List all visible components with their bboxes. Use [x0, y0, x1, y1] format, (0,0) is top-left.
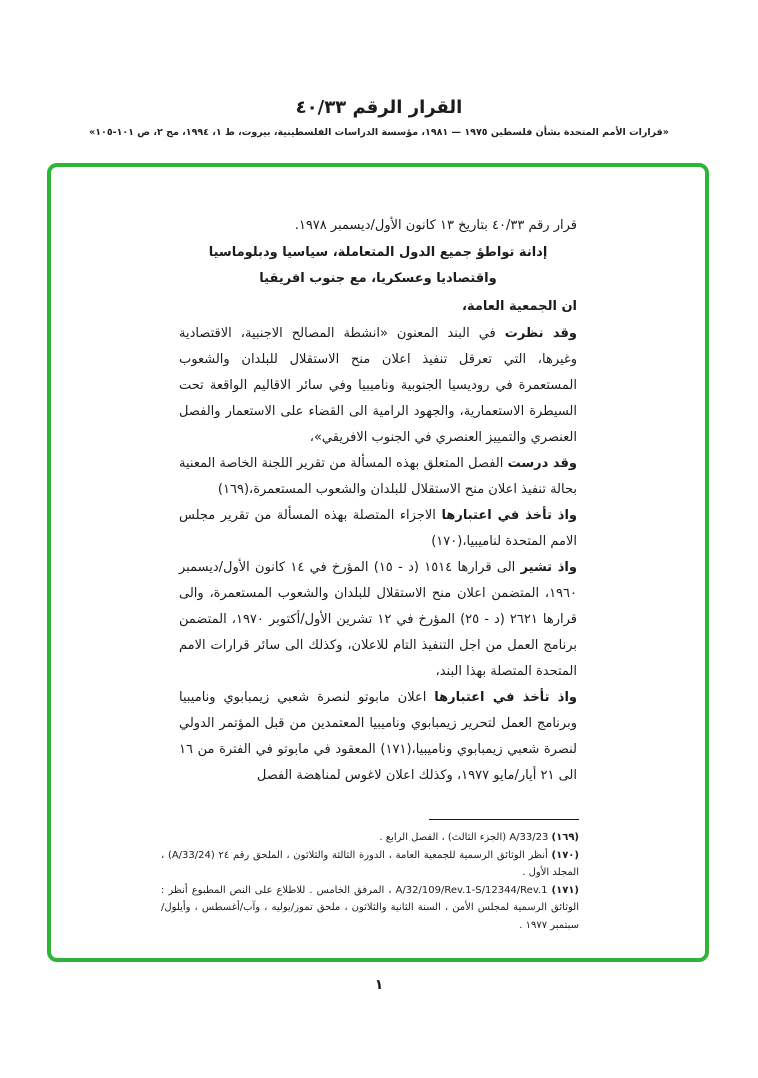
citation-line: «قرارات الأمم المتحدة بشأن فلسطين ١٩٧٥ — ١٩٨١، مؤسسة الدراسات الفلسطينية، بيروت، ط ١، ١٩٩٤، مج ٢، ص ١٠١-١٠٥» — [89, 127, 669, 138]
paragraph-text: الفصل المتعلق بهذه المسألة من تقرير اللجنة الخاصة المعنية بحالة تنفيذ اعلان منح الاستقلال للبلدان والشعوب المستعمرة،(١٦٩) — [179, 456, 577, 497]
footnote-text: A/32/109/Rev.1-S/12344/Rev.1 ، المرفق الخامس . للاطلاع على النص المطبوع أنظر : الوثائق الرسمية لمجلس الأمن ، السنة الثانية والثلاثون ، ملحق تموز/يوليه ، وآب/أغسطس ، وأيلول/سبتمبر ١٩٧٧ . — [161, 884, 579, 931]
paragraph-lead: واذ تشير — [520, 560, 577, 575]
resolution-paragraph — [179, 503, 577, 555]
paragraph-text: اعلان مابوتو لنصرة شعبي زيمبابوي وناميبيا وبرنامج العمل لتحرير زيمبابوي وناميبيا المعتمدين من قبل المؤتمر الدولي لنصرة شعبي زيمبابوي وناميبيا،(١٧١) المعقود في مابوتو في الفترة من ١٦ الى ٢١ أيار/مايو ١٩٧٧، وكذلك اعلان لاغوس لمناهضة الفصل — [179, 690, 578, 783]
page-header — [0, 97, 758, 138]
paragraph-text: في البند المعنون «انشطة المصالح الاجنبية، الاقتصادية وغيرها، التي تعرقل تنفيذ اعلان منح الاستقلال للبلدان والشعوب المستعمرة في روديسيا الجنوبية وناميبيا وفي سائر الاقاليم الواقعة تحت السيطرة الاستعمارية، والجهود الرامية الى القضاء على الاستعمار والفصل العنصري والتمييز العنصري في الجنوب الافريقي»، — [179, 326, 577, 445]
footnote-separator — [429, 819, 579, 820]
resolution-paragraph — [179, 451, 577, 503]
paragraph-lead: وقد نظرت — [504, 326, 577, 341]
resolution-paragraph — [179, 321, 577, 451]
paragraph-text: الاجزاء المتصلة بهذه المسألة من تقرير مجلس الامم المتحدة لناميبيا،(١٧٠) — [179, 508, 577, 549]
footnotes-section — [161, 819, 579, 934]
paragraph-lead: وقد درست — [507, 456, 577, 471]
footnote — [161, 829, 579, 847]
resolution-paragraph — [179, 685, 577, 789]
footnote-number: (١٦٩) — [551, 832, 579, 843]
resolution-opening: ان الجمعية العامة، — [462, 299, 577, 314]
resolution-paragraph — [179, 555, 577, 685]
footnote-text: A/33/23 (الجزء الثالث) ، الفصل الرابع . — [379, 832, 549, 843]
subject-line-2: واقتصاديا وعسكريا، مع جنوب افريقيا — [259, 271, 497, 286]
paragraph-text: الى قرارها ١٥١٤ (د - ١٥) المؤرخ في ١٤ كانون الأول/ديسمبر ١٩٦٠، المتضمن اعلان منح الاستقلال للبلدان والشعوب المستعمرة، والى قرارها ٢٦٢١ (د - ٢٥) المؤرخ في ١٢ تشرين الأول/أكتوبر ١٩٧٠، المتضمن برنامج العمل من اجل التنفيذ التام للاعلان، وكذلك الى سائر قرارات الامم المتحدة المتصلة بهذا البند، — [179, 560, 577, 679]
resolution-heading: قرار رقم ٤٠/٣٣ بتاريخ ١٣ كانون الأول/ديسمبر ١٩٧٨. — [294, 218, 577, 233]
footnote-text: أنظر الوثائق الرسمية للجمعية العامة ، الدورة الثالثة والثلاثون ، الملحق رقم ٢٤ (A/33/24) ، المجلد الأول . — [161, 849, 579, 878]
resolution-subject — [179, 240, 577, 292]
paragraph-lead: واذ تأخذ في اعتبارها — [441, 508, 578, 523]
page-number: ١ — [374, 977, 384, 993]
paragraph-lead: واذ تأخذ في اعتبارها — [434, 690, 577, 705]
resolution-body — [51, 167, 705, 789]
footnote-number: (١٧١) — [551, 884, 579, 896]
footnote — [161, 882, 579, 935]
subject-line-1: إدانة تواطؤ جميع الدول المتعاملة، سياسيا ودبلوماسيا — [208, 245, 548, 260]
document-frame — [47, 163, 709, 962]
page-title: القرار الرقم ٤٠/٣٣ — [295, 97, 463, 118]
footnote-number: (١٧٠) — [551, 849, 579, 861]
footnote — [161, 847, 579, 882]
